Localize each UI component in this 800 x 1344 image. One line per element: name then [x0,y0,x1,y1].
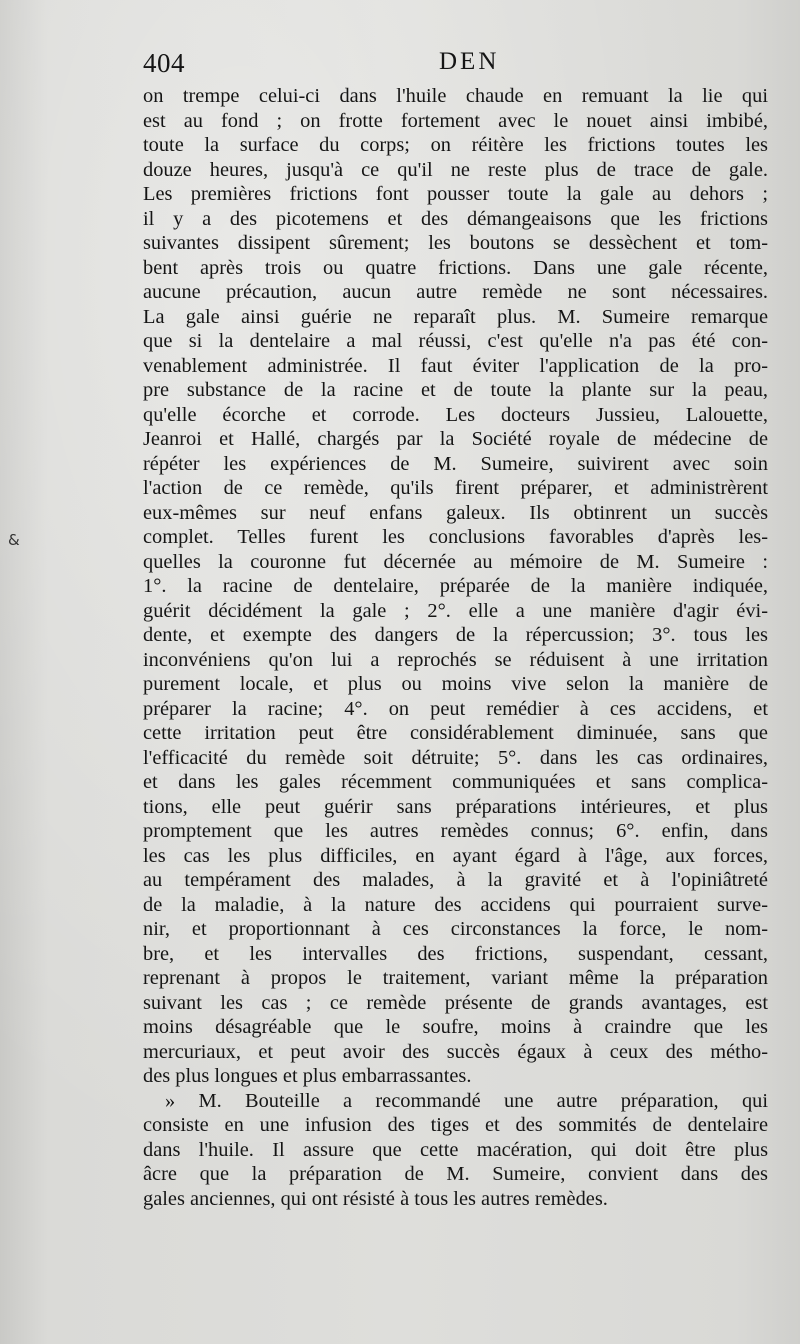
text-line: bent après trois ou quatre frictions. Dans une gale récente, [143,256,768,279]
text-line: guérit décidément la gale ; 2°. elle a une manière d'agir évi- [143,599,768,622]
text-line: tions, elle peut guérir sans préparations intérieures, et plus [143,795,768,818]
text-line: les cas les plus difficiles, en ayant égard à l'âge, aux forces, [143,844,768,867]
text-line: l'efficacité du remède soit détruite; 5°. dans les cas ordinaires, [143,746,768,769]
text-line: dans l'huile. Il assure que cette macération, qui doit être plus [143,1138,768,1161]
text-line: La gale ainsi guérie ne reparaît plus. M. Sumeire remarque [143,305,768,328]
text-line: moins désagréable que le soufre, moins à craindre que les [143,1016,768,1038]
text-line: pre substance de la racine et de toute la plante sur la peau, [143,379,768,401]
text-line: des plus longues et plus embarrassantes. [143,1065,472,1087]
text-line: douze heures, jusqu'à ce qu'il ne reste plus de trace de gale. [143,158,768,181]
running-head: DEN [439,48,500,75]
text-line: répéter les expériences de M. Sumeire, suivirent avec soin [143,452,768,475]
text-line: Les premières frictions font pousser toute la gale au dehors ; [143,183,768,205]
text-line: reprenant à propos le traitement, variant même la préparation [143,967,768,989]
body-text [143,84,768,1211]
text-line: toute la surface du corps; on réitère les frictions toutes les [143,134,768,156]
text-line: » M. Bouteille a recommandé une autre préparation, qui [165,1089,768,1112]
text-line: il y a des picotemens et des démangeaisons que les frictions [143,207,768,230]
text-line: promptement que les autres remèdes connus; 6°. enfin, dans [143,820,768,842]
page-number: 404 [143,48,185,78]
paragraph [143,84,768,1089]
text-line: est au fond ; on frotte fortement avec le nouet ainsi imbibé, [143,109,768,132]
text-line: mercuriaux, et peut avoir des succès égaux à ceux des métho- [143,1040,768,1063]
text-line: aucune précaution, aucun autre remède ne sont nécessaires. [143,281,768,303]
text-line: que si la dentelaire a mal réussi, c'est qu'elle n'a pas été con- [143,330,768,352]
text-line: suivantes dissipent sûrement; les boutons se dessèchent et tom- [143,232,768,254]
text-line: gales anciennes, qui ont résisté à tous les autres remèdes. [143,1187,608,1210]
text-line: suivant les cas ; ce remède présente de grands avantages, est [143,991,768,1014]
text-line: dente, et exempte des dangers de la répercussion; 3°. tous les [143,624,768,646]
text-line: qu'elle écorche et corrode. Les docteurs Jussieu, Lalouette, [143,403,768,426]
text-line: nir, et proportionnant à ces circonstances la force, le nom- [143,918,768,940]
text-line: Jeanroi et Hallé, chargés par la Société royale de médecine de [143,428,768,450]
text-line: l'action de ce remède, qu'ils firent préparer, et administrèrent [143,477,768,499]
text-line: cette irritation peut être considérablement diminuée, sans que [143,722,768,744]
text-line: de la maladie, à la nature des accidens qui pourraient surve- [143,893,768,916]
text-line: au tempérament des malades, à la gravité et à l'opiniâtreté [143,869,768,891]
paragraph [143,1089,768,1212]
text-line: consiste en une infusion des tiges et des sommités de dentelaire [143,1114,768,1136]
text-line: âcre que la préparation de M. Sumeire, convient dans des [143,1163,768,1185]
text-line: inconvéniens qu'on lui a reprochés se réduisent à une irritation [143,648,768,671]
margin-mark: & [8,531,20,549]
text-line: venablement administrée. Il faut éviter l'application de la pro- [143,354,768,377]
text-line: et dans les gales récemment communiquées et sans complica- [143,771,768,793]
text-line: purement locale, et plus ou moins vive selon la manière de [143,673,768,695]
text-line: eux-mêmes sur neuf enfans galeux. Ils obtinrent un succès [143,501,768,524]
text-line: 1°. la racine de dentelaire, préparée de la manière indiquée, [143,575,768,597]
page-header [143,48,768,84]
text-line: bre, et les intervalles des frictions, suspendant, cessant, [143,942,768,965]
text-line: complet. Telles furent les conclusions favorables d'après les- [143,526,768,548]
text-line: préparer la racine; 4°. on peut remédier à ces accidens, et [143,697,768,720]
text-line: on trempe celui-ci dans l'huile chaude en remuant la lie qui [143,85,768,107]
text-line: quelles la couronne fut décernée au mémoire de M. Sumeire : [143,550,768,573]
